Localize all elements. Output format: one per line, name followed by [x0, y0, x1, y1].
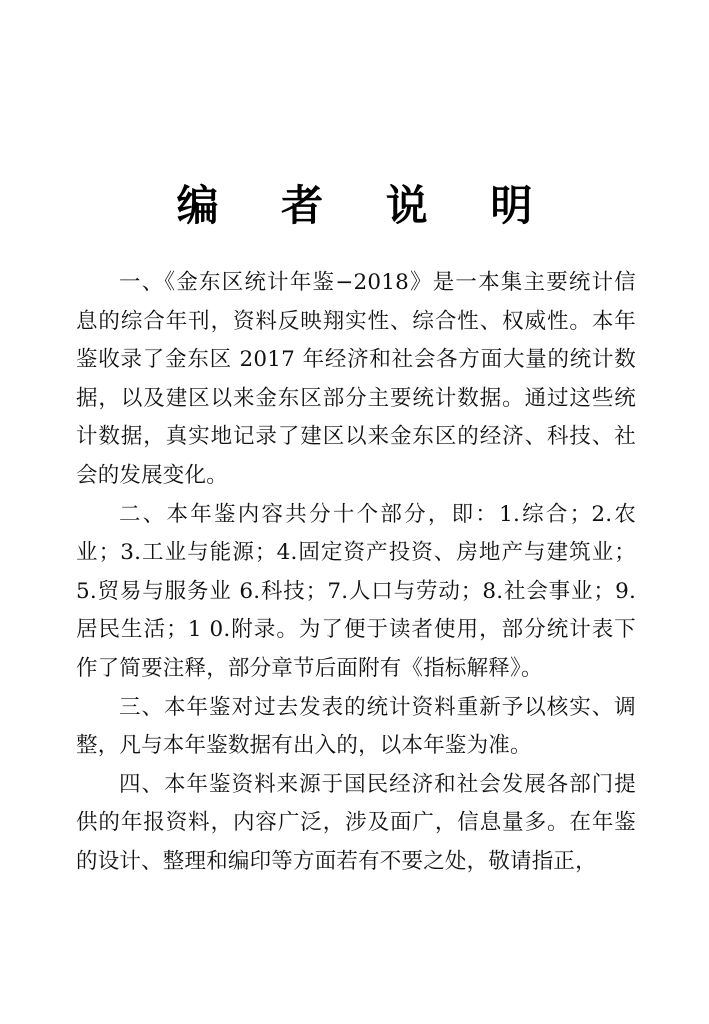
paragraph-2: 二、本年鉴内容共分十个部分，即：1.综合；2.农业；3.工业与能源；4.固定资产投资、房地产与建筑业；5.贸易与服务业 6.科技；7.人口与劳动；8.社会事业；9.居民生活；1 0.附录。为了便于读者使用，部分统计表下作了简要注释，部分章节后面附有《指标解释》。: [76, 501, 636, 681]
paragraph-1: 一、《金东区统计年鉴−2018》是一本集主要统计信息的综合年刊，资料反映翔实性、综合性、权威性。本年鉴收录了金东区 2017 年经济和社会各方面大量的统计数据，以及建区以来金东区部分主要统计数据。通过这些统计数据，真实地记录了建区以来金东区的经济、科技、社会的发展变化。: [76, 270, 636, 488]
page-title: 编 者 说 明: [176, 181, 557, 230]
paragraph-4: 四、本年鉴资料来源于国民经济和社会发展各部门提供的年报资料，内容广泛，涉及面广，信息量多。在年鉴的设计、整理和编印等方面若有不要之处，敬请指正，: [76, 771, 636, 874]
paragraph-3: 三、本年鉴对过去发表的统计资料重新予以核实、调整，凡与本年鉴数据有出入的，以本年鉴为准。: [76, 694, 636, 759]
editor-notes-body: [76, 264, 636, 882]
